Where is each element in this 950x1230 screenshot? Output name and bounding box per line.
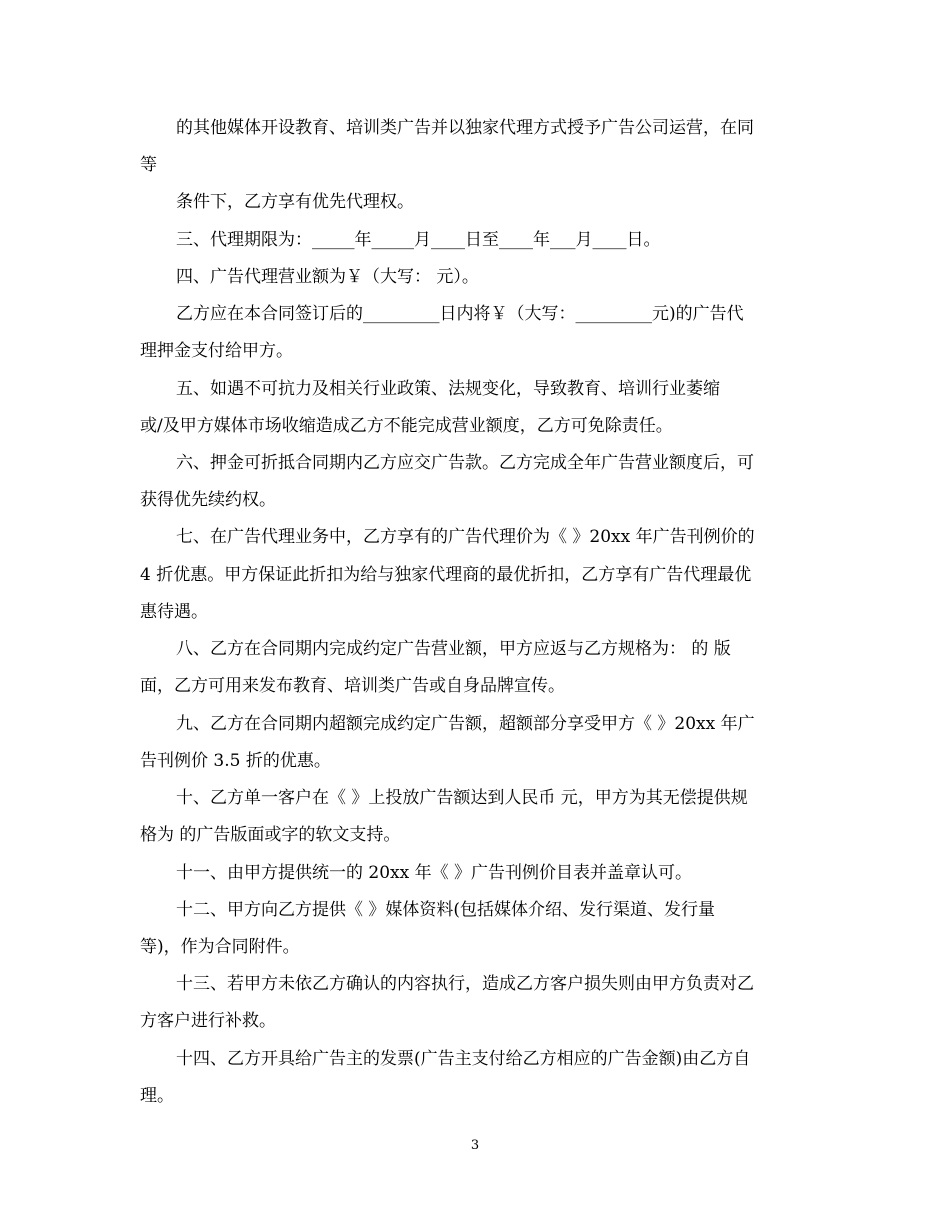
paragraph-line: 四、广告代理营业额为￥（大写： 元）。: [176, 267, 479, 287]
paragraph-line: 六、押金可折抵合同期内乙方应交广告款。乙方完成全年广告营业额度后，可: [176, 453, 754, 473]
paragraph-line: 十三、若甲方未依乙方确认的内容执行，造成乙方客户损失则由甲方负责对乙: [176, 974, 754, 994]
paragraph-line: 条件下，乙方享有优先代理权。: [176, 192, 414, 212]
paragraph-line: 或/及甲方媒体市场收缩造成乙方不能完成营业额度，乙方可免除责任。: [140, 416, 673, 436]
paragraph-line: 惠待遇。: [140, 602, 208, 622]
paragraph-line: 三、代理期限为：_____年_____月____日至____年___月____日。: [176, 230, 661, 250]
paragraph-line: 十一、由甲方提供统一的 20xx 年《 》广告刊例价目表并盖章认可。: [176, 863, 693, 883]
paragraph-line: 格为 的广告版面或字的软文支持。: [140, 825, 401, 845]
page-number: 3: [470, 1138, 480, 1153]
paragraph-line: 等)，作为合同附件。: [140, 937, 300, 957]
paragraph-line: 十、乙方单一客户在《 》上投放广告额达到人民币 元，甲方为其无偿提供规: [176, 788, 748, 808]
paragraph-line: 面，乙方可用来发布教育、培训类广告或自身品牌宣传。: [140, 676, 565, 696]
paragraph-line: 十四、乙方开具给广告主的发票(广告主支付给乙方相应的广告金额)由乙方自: [176, 1049, 751, 1069]
paragraph-line: 十二、甲方向乙方提供《 》媒体资料(包括媒体介绍、发行渠道、发行量: [176, 900, 716, 920]
paragraph-line: 方客户进行补救。: [140, 1011, 276, 1031]
paragraph-line: 乙方应在本合同签订后的_________日内将￥（大写：_________元)的广告代: [176, 304, 744, 324]
paragraph-line: 五、如遇不可抗力及相关行业政策、法规变化，导致教育、培训行业萎缩: [176, 379, 720, 399]
paragraph-line: 九、乙方在合同期内超额完成约定广告额，超额部分享受甲方《 》20xx 年广: [176, 714, 755, 734]
paragraph-line: 理押金支付给甲方。: [140, 341, 293, 361]
paragraph-line: 告刊例价 3.5 折的优惠。: [140, 751, 331, 771]
paragraph-line: 4 折优惠。甲方保证此折扣为给与独家代理商的最优折扣，乙方享有广告代理最优: [140, 565, 752, 585]
paragraph-line: 八、乙方在合同期内完成约定广告营业额，甲方应返与乙方规格为： 的 版: [176, 639, 731, 659]
paragraph-line: 的其他媒体开设教育、培训类广告并以独家代理方式授予广告公司运营，在同: [176, 118, 754, 138]
paragraph-line: 获得优先续约权。: [140, 490, 276, 510]
paragraph-line: 等: [140, 155, 157, 175]
paragraph-line: 理。: [140, 1086, 174, 1106]
paragraph-line: 七、在广告代理业务中，乙方享有的广告代理价为《 》20xx 年广告刊例价的: [176, 527, 755, 547]
